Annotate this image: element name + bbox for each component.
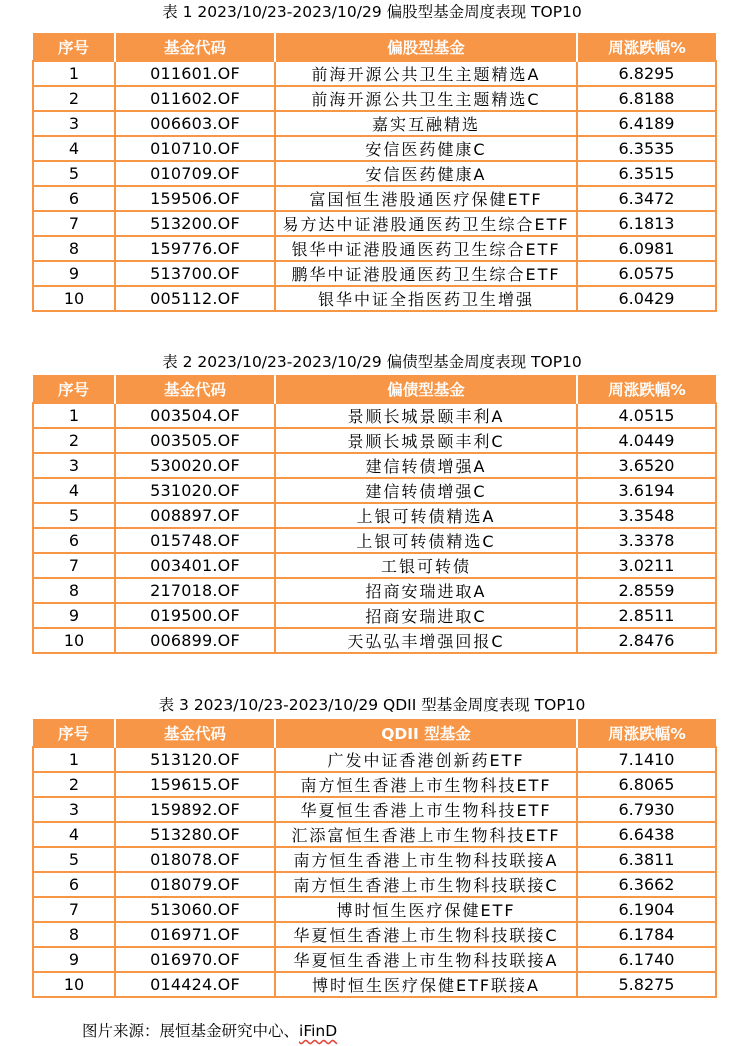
cell-change: 6.1904: [577, 897, 716, 922]
cell-rank: 6: [33, 872, 115, 897]
cell-code: 018079.OF: [115, 872, 275, 897]
header-rank: 序号: [33, 33, 115, 61]
table-row: [33, 747, 716, 772]
table-row: [33, 947, 716, 972]
table-row: [33, 822, 716, 847]
table-row: [33, 972, 716, 997]
table-row: [33, 86, 716, 111]
table-row: [33, 797, 716, 822]
cell-code: 159506.OF: [115, 186, 275, 211]
cell-code: 217018.OF: [115, 578, 275, 603]
cell-change: 6.0981: [577, 236, 716, 261]
cell-change: 3.6520: [577, 453, 716, 478]
cell-code: 513280.OF: [115, 822, 275, 847]
table-row: [33, 61, 716, 86]
cell-change: 6.1813: [577, 211, 716, 236]
cell-rank: 7: [33, 897, 115, 922]
header-rank: 序号: [33, 719, 115, 747]
table-row: [33, 603, 716, 628]
cell-name: 安信医药健康A: [275, 161, 577, 186]
cell-rank: 2: [33, 772, 115, 797]
cell-code: 010709.OF: [115, 161, 275, 186]
cell-code: 159615.OF: [115, 772, 275, 797]
cell-change: 7.1410: [577, 747, 716, 772]
cell-code: 003505.OF: [115, 428, 275, 453]
cell-rank: 5: [33, 847, 115, 872]
cell-change: 6.8188: [577, 86, 716, 111]
cell-rank: 7: [33, 553, 115, 578]
table-row: [33, 261, 716, 286]
cell-name: 南方恒生香港上市生物科技联接C: [275, 872, 577, 897]
cell-code: 016971.OF: [115, 922, 275, 947]
cell-rank: 5: [33, 503, 115, 528]
cell-code: 003504.OF: [115, 403, 275, 428]
cell-name: 工银可转债: [275, 553, 577, 578]
cell-rank: 10: [33, 628, 115, 653]
cell-name: 博时恒生医疗保健ETF联接A: [275, 972, 577, 997]
cell-rank: 10: [33, 286, 115, 311]
cell-rank: 4: [33, 136, 115, 161]
cell-rank: 8: [33, 236, 115, 261]
header-name: 偏债型基金: [275, 375, 577, 403]
cell-rank: 2: [33, 428, 115, 453]
cell-change: 6.0429: [577, 286, 716, 311]
cell-name: 鹏华中证港股通医药卫生综合ETF: [275, 261, 577, 286]
cell-change: 2.8511: [577, 603, 716, 628]
cell-code: 006603.OF: [115, 111, 275, 136]
table-row: [33, 428, 716, 453]
header-change: 周涨跌幅%: [577, 33, 716, 61]
table-row: [33, 161, 716, 186]
cell-rank: 8: [33, 578, 115, 603]
table-1-caption: 表 1 2023/10/23-2023/10/29 偏股型基金周度表现 TOP10: [162, 3, 582, 21]
table-row: [33, 553, 716, 578]
cell-rank: 1: [33, 747, 115, 772]
cell-code: 159776.OF: [115, 236, 275, 261]
cell-code: 014424.OF: [115, 972, 275, 997]
table-3-caption: 表 3 2023/10/23-2023/10/29 QDII 型基金周度表现 TOP10: [158, 696, 586, 714]
header-name: 偏股型基金: [275, 33, 577, 61]
table-row: [33, 578, 716, 603]
cell-change: 2.8476: [577, 628, 716, 653]
cell-change: 6.3662: [577, 872, 716, 897]
cell-name: 招商安瑞进取C: [275, 603, 577, 628]
table-row: [33, 453, 716, 478]
cell-change: 6.7930: [577, 797, 716, 822]
table-row: [33, 922, 716, 947]
cell-name: 华夏恒生香港上市生物科技联接C: [275, 922, 577, 947]
cell-name: 华夏恒生香港上市生物科技ETF: [275, 797, 577, 822]
table-row: [33, 286, 716, 311]
cell-change: 6.6438: [577, 822, 716, 847]
cell-name: 银华中证港股通医药卫生综合ETF: [275, 236, 577, 261]
cell-name: 华夏恒生香港上市生物科技联接A: [275, 947, 577, 972]
cell-change: 4.0515: [577, 403, 716, 428]
cell-change: 3.6194: [577, 478, 716, 503]
table-1: [32, 33, 717, 312]
cell-rank: 1: [33, 61, 115, 86]
cell-code: 003401.OF: [115, 553, 275, 578]
cell-change: 3.3548: [577, 503, 716, 528]
cell-rank: 3: [33, 797, 115, 822]
cell-rank: 3: [33, 453, 115, 478]
cell-change: 2.8559: [577, 578, 716, 603]
table-row: [33, 897, 716, 922]
cell-change: 6.1784: [577, 922, 716, 947]
table-2-caption: 表 2 2023/10/23-2023/10/29 偏债型基金周度表现 TOP10: [162, 353, 582, 371]
cell-change: 5.8275: [577, 972, 716, 997]
cell-change: 6.8295: [577, 61, 716, 86]
cell-change: 3.0211: [577, 553, 716, 578]
table-row: [33, 236, 716, 261]
cell-name: 易方达中证港股通医药卫生综合ETF: [275, 211, 577, 236]
cell-code: 011602.OF: [115, 86, 275, 111]
header-change: 周涨跌幅%: [577, 719, 716, 747]
cell-code: 011601.OF: [115, 61, 275, 86]
table-header-row: [33, 33, 716, 61]
cell-name: 银华中证全指医药卫生增强: [275, 286, 577, 311]
cell-change: 6.0575: [577, 261, 716, 286]
cell-rank: 9: [33, 603, 115, 628]
cell-change: 6.3472: [577, 186, 716, 211]
cell-code: 513200.OF: [115, 211, 275, 236]
cell-change: 6.3811: [577, 847, 716, 872]
table-row: [33, 403, 716, 428]
cell-name: 广发中证香港创新药ETF: [275, 747, 577, 772]
cell-name: 建信转债增强C: [275, 478, 577, 503]
table-3: [32, 719, 717, 998]
source-note: [82, 1019, 337, 1041]
table-row: [33, 503, 716, 528]
table-row: [33, 186, 716, 211]
cell-code: 010710.OF: [115, 136, 275, 161]
table-row: [33, 211, 716, 236]
table-row: [33, 872, 716, 897]
table-row: [33, 111, 716, 136]
table-header-row: [33, 719, 716, 747]
cell-rank: 6: [33, 528, 115, 553]
cell-change: 6.3535: [577, 136, 716, 161]
cell-change: 6.8065: [577, 772, 716, 797]
cell-name: 汇添富恒生香港上市生物科技ETF: [275, 822, 577, 847]
cell-name: 嘉实互融精选: [275, 111, 577, 136]
cell-name: 南方恒生香港上市生物科技联接A: [275, 847, 577, 872]
cell-change: 3.3378: [577, 528, 716, 553]
source-note-ifind: iFinD: [299, 1022, 338, 1040]
cell-rank: 8: [33, 922, 115, 947]
cell-code: 530020.OF: [115, 453, 275, 478]
cell-code: 006899.OF: [115, 628, 275, 653]
cell-code: 513120.OF: [115, 747, 275, 772]
cell-name: 景顺长城景颐丰利A: [275, 403, 577, 428]
cell-name: 建信转债增强A: [275, 453, 577, 478]
cell-code: 005112.OF: [115, 286, 275, 311]
cell-rank: 10: [33, 972, 115, 997]
cell-code: 531020.OF: [115, 478, 275, 503]
header-rank: 序号: [33, 375, 115, 403]
cell-rank: 4: [33, 478, 115, 503]
table-row: [33, 478, 716, 503]
cell-rank: 1: [33, 403, 115, 428]
table-row: [33, 136, 716, 161]
cell-change: 6.1740: [577, 947, 716, 972]
table-row: [33, 772, 716, 797]
cell-name: 上银可转债精选C: [275, 528, 577, 553]
cell-code: 513060.OF: [115, 897, 275, 922]
cell-name: 博时恒生医疗保健ETF: [275, 897, 577, 922]
cell-code: 008897.OF: [115, 503, 275, 528]
table-2: [32, 375, 717, 654]
cell-name: 天弘弘丰增强回报C: [275, 628, 577, 653]
cell-name: 上银可转债精选A: [275, 503, 577, 528]
cell-change: 6.4189: [577, 111, 716, 136]
header-change: 周涨跌幅%: [577, 375, 716, 403]
cell-code: 513700.OF: [115, 261, 275, 286]
cell-name: 南方恒生香港上市生物科技ETF: [275, 772, 577, 797]
cell-name: 景顺长城景颐丰利C: [275, 428, 577, 453]
cell-name: 安信医药健康C: [275, 136, 577, 161]
cell-rank: 3: [33, 111, 115, 136]
cell-rank: 9: [33, 947, 115, 972]
header-code: 基金代码: [115, 33, 275, 61]
cell-rank: 6: [33, 186, 115, 211]
cell-code: 159892.OF: [115, 797, 275, 822]
header-code: 基金代码: [115, 719, 275, 747]
cell-rank: 5: [33, 161, 115, 186]
cell-name: 前海开源公共卫生主题精选C: [275, 86, 577, 111]
cell-name: 招商安瑞进取A: [275, 578, 577, 603]
cell-change: 6.3515: [577, 161, 716, 186]
source-note-prefix: 图片来源：展恒基金研究中心、: [82, 1022, 300, 1040]
cell-rank: 4: [33, 822, 115, 847]
cell-rank: 2: [33, 86, 115, 111]
cell-rank: 9: [33, 261, 115, 286]
header-name: QDII 型基金: [275, 719, 577, 747]
cell-name: 富国恒生港股通医疗保健ETF: [275, 186, 577, 211]
cell-rank: 7: [33, 211, 115, 236]
cell-code: 018078.OF: [115, 847, 275, 872]
table-header-row: [33, 375, 716, 403]
cell-code: 016970.OF: [115, 947, 275, 972]
table-row: [33, 847, 716, 872]
table-row: [33, 528, 716, 553]
cell-change: 4.0449: [577, 428, 716, 453]
cell-code: 015748.OF: [115, 528, 275, 553]
table-row: [33, 628, 716, 653]
cell-code: 019500.OF: [115, 603, 275, 628]
cell-name: 前海开源公共卫生主题精选A: [275, 61, 577, 86]
header-code: 基金代码: [115, 375, 275, 403]
